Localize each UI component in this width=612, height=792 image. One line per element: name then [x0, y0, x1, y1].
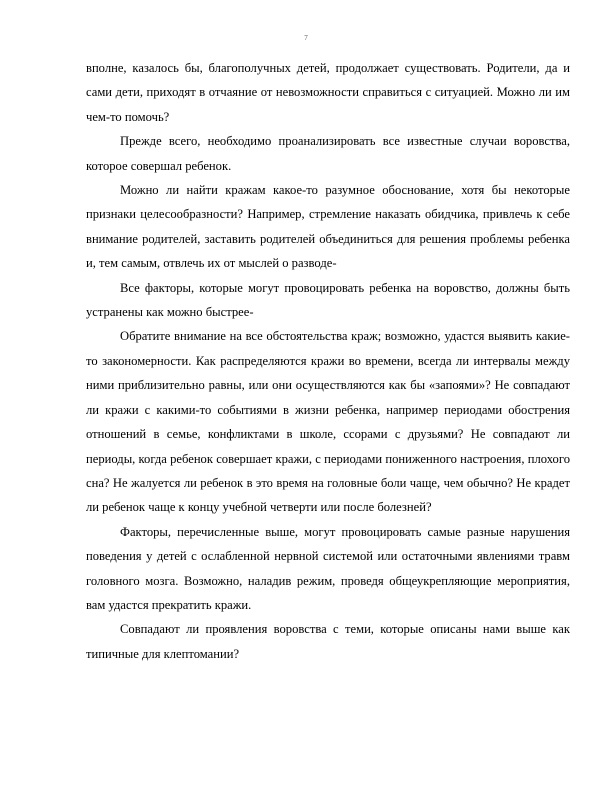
paragraph-3: Можно ли найти кражам какое-то разумное обоснование, хотя бы некоторые признаки целесообразности? Например, стремление наказать обидчика, привлечь к себе внимание родителей, заставить родителей объединиться для решения проблемы ребенка и, тем самым, отвлечь их от мыслей о разводе- [86, 183, 570, 271]
paragraph-7: Совпадают ли проявления воровства с теми, которые описаны нами выше как типичные для клептомании? [86, 622, 570, 661]
paragraph-6: Факторы, перечисленные выше, могут провоцировать самые разные нарушения поведения у детей с ослабленной нервной системой или остаточными явлениями травм головного мозга. Возможно, наладив режим, проведя общеукрепляющие мероприятия, вам удастся прекратить кражи. [86, 524, 570, 612]
paragraph-5: Обратите внимание на все обстоятельства краж; возможно, удастся выявить какие-то закономерности. Как распределяются кражи во времени, всегда ли интервалы между ними приблизительно равны, или они осуществляются как бы «запоями»? Не совпадают ли кражи с какими-то событиями в жизни ребенка, например периодами обострения отношений в семье, конфликтами в школе, ссорами с друзьями? Не совпадают ли периоды, когда ребенок совершает кражи, с периодами пониженного настроения, плохого сна? Не жалуется ли ребенок в это время на головные боли чаще, чем обычно? Не крадет ли ребенок чаще к концу учебной четверти или после болезней? [86, 329, 570, 515]
body-text [86, 56, 570, 666]
page-number: 7 [304, 34, 308, 42]
paragraph-2: Прежде всего, необходимо проанализировать все известные случаи воровства, которое совершал ребенок. [86, 134, 570, 173]
paragraph-4: Все факторы, которые могут провоцировать ребенка на воровство, должны быть устранены как можно быстрее- [86, 280, 570, 320]
paragraph-1: вполне, казалось бы, благополучных детей, продолжает существовать. Родители, да и сами дети, приходят в отчаяние от невозможности справиться с ситуацией. Можно ли им чем-то помочь? [86, 61, 570, 124]
